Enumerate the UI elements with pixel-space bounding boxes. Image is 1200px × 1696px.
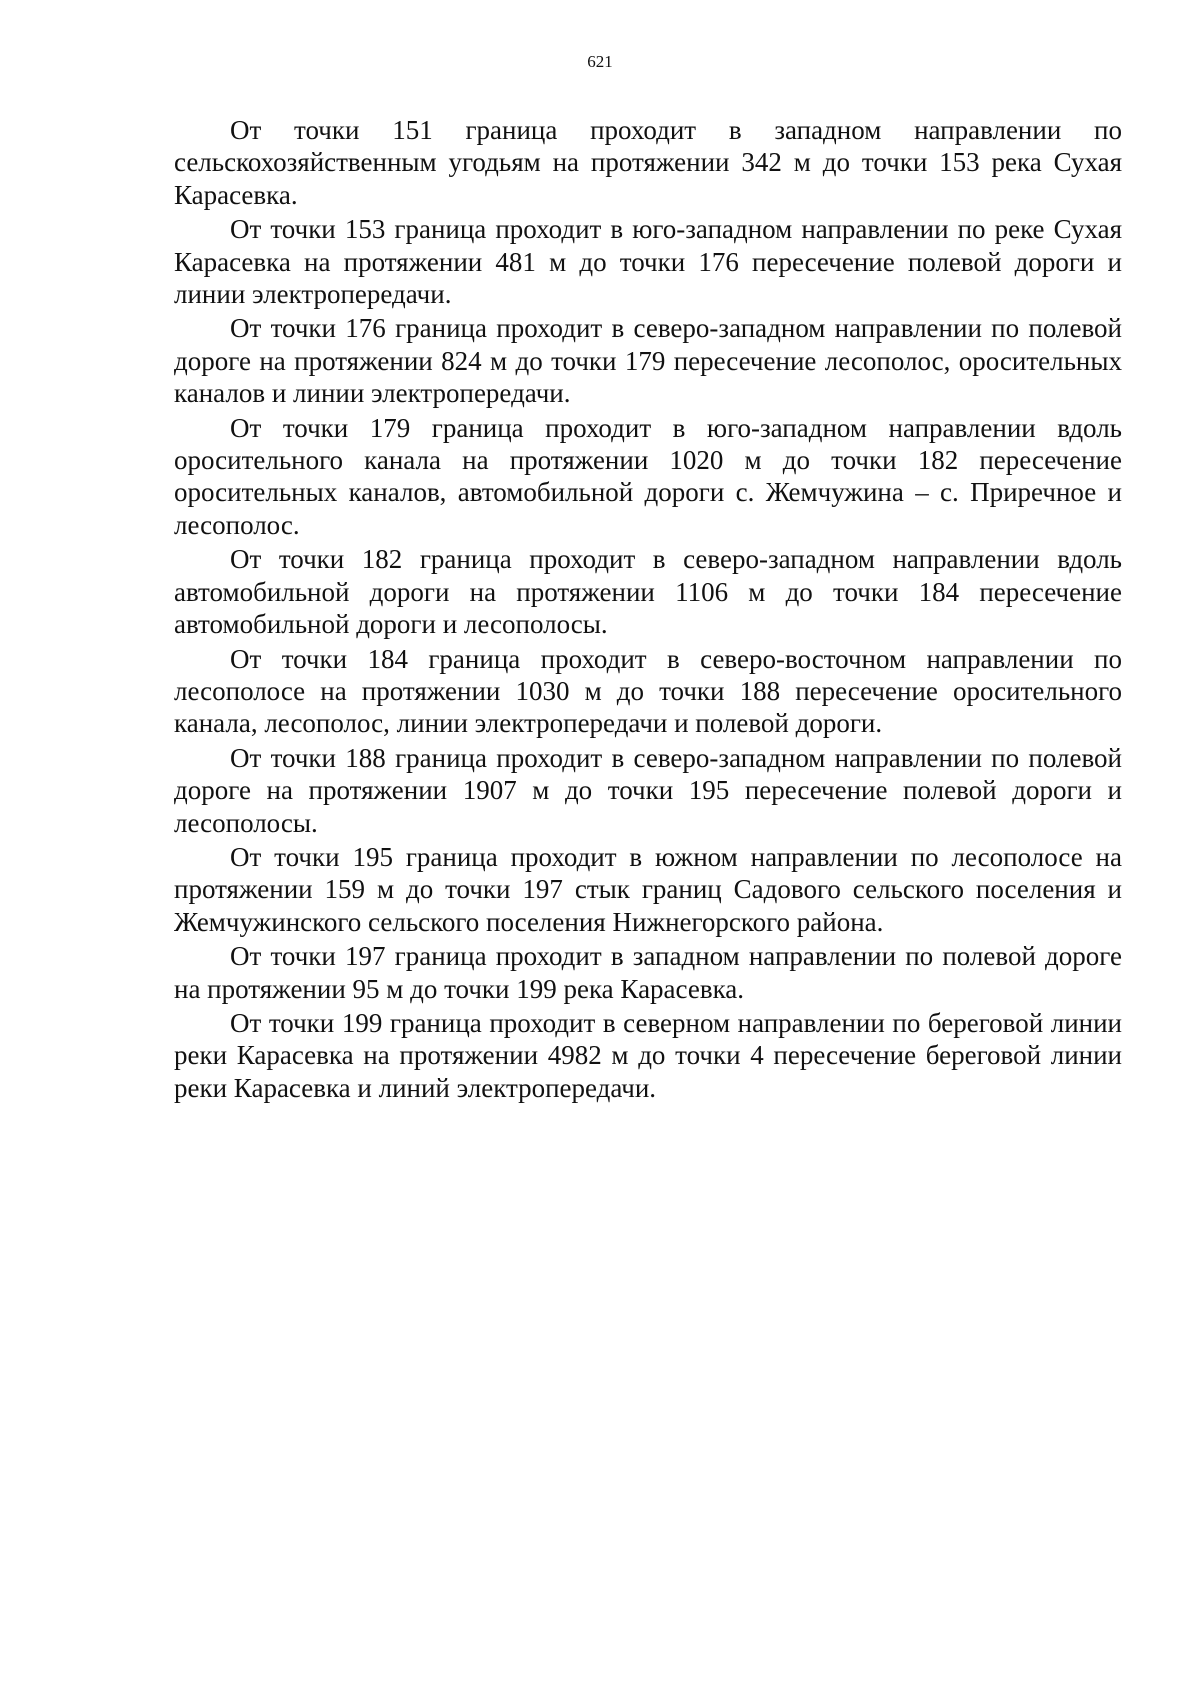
paragraph: От точки 182 граница проходит в северо-западном направлении вдоль автомобильной дороги на протяжении 1106 м до точки 184 пересечение автомобильной дороги и лесополосы. [174,544,1122,640]
paragraph: От точки 151 граница проходит в западном направлении по сельскохозяйственным угодьям на протяжении 342 м до точки 153 река Сухая Карасевка. [174,115,1122,210]
paragraph: От точки 153 граница проходит в юго-западном направлении по реке Сухая Карасевка на протяжении 481 м до точки 176 пересечение полевой дороги и линии электропередачи. [174,214,1122,310]
paragraph: От точки 184 граница проходит в северо-восточном направлении по лесополосе на протяжении 1030 м до точки 188 пересечение оросительного канала, лесополос, линии электропередачи и полевой дороги. [174,643,1122,739]
paragraph: От точки 197 граница проходит в западном направлении по полевой дороге на протяжении 95 м до точки 199 река Карасевка. [174,941,1122,1004]
paragraph: От точки 195 граница проходит в южном направлении по лесополосе на протяжении 159 м до точки 197 стык границ Садового сельского поселения и Жемчужинского сельского поселения Нижнегорского района. [174,841,1122,937]
paragraph: От точки 188 граница проходит в северо-западном направлении по полевой дороге на протяжении 1907 м до точки 195 пересечение полевой дороги и лесополосы. [174,742,1122,838]
document-body [174,114,1122,1106]
paragraph: От точки 179 граница проходит в юго-западном направлении вдоль оросительного канала на протяжении 1020 м до точки 182 пересечение оросительных каналов, автомобильной дороги с. Жемчужина – с. Приречное и лесополос. [174,412,1122,540]
page-number: 621 [587,52,613,71]
paragraph: От точки 199 граница проходит в северном направлении по береговой линии реки Карасевка на протяжении 4982 м до точки 4 пересечение береговой линии реки Карасевка и линий электропередачи. [174,1007,1122,1103]
paragraph: От точки 176 граница проходит в северо-западном направлении по полевой дороге на протяжении 824 м до точки 179 пересечение лесополос, оросительных каналов и линии электропередачи. [174,313,1122,409]
